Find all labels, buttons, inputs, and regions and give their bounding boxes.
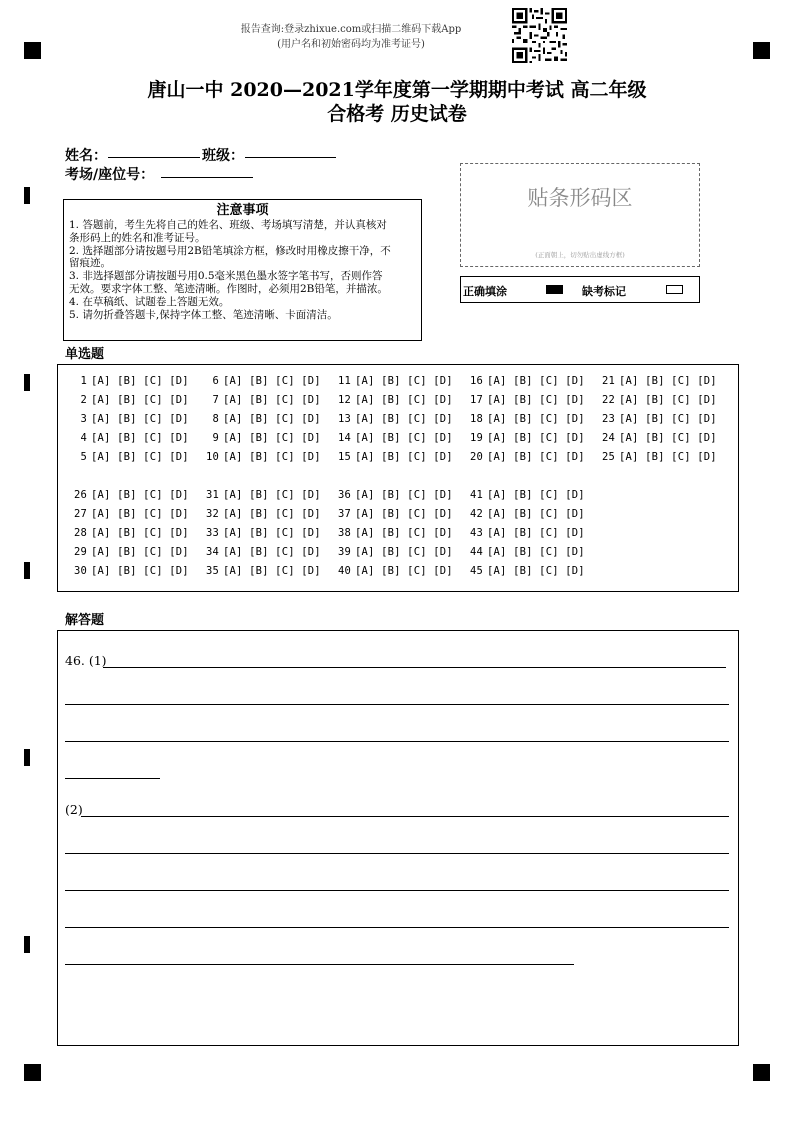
- question-number: 11: [337, 375, 351, 387]
- timing-mark: [24, 936, 30, 953]
- choice-question: [332, 375, 453, 387]
- choice-question: [200, 451, 321, 463]
- answer-line[interactable]: [81, 816, 729, 817]
- answer-options[interactable]: [A] [B] [C] [D]: [91, 432, 189, 444]
- question-number: 40: [337, 565, 351, 577]
- choice-question: [332, 432, 453, 444]
- answer-line[interactable]: [103, 667, 726, 668]
- name-label: 姓名：: [65, 148, 107, 164]
- choice-question: [596, 451, 717, 463]
- question-number: 2: [80, 394, 87, 406]
- question-number: 5: [80, 451, 87, 463]
- answer-options[interactable]: [A] [B] [C] [D]: [487, 413, 585, 425]
- answer-options[interactable]: [A] [B] [C] [D]: [91, 527, 189, 539]
- answer-line[interactable]: [65, 927, 729, 928]
- question-number: 18: [469, 413, 483, 425]
- question-number: 28: [73, 527, 87, 539]
- answer-options[interactable]: [A] [B] [C] [D]: [355, 508, 453, 520]
- answer-options[interactable]: [A] [B] [C] [D]: [487, 508, 585, 520]
- answer-options[interactable]: [A] [B] [C] [D]: [355, 451, 453, 463]
- question-number: 29: [73, 546, 87, 558]
- question-number: 21: [601, 375, 615, 387]
- timing-mark: [24, 749, 30, 766]
- choice-question: [332, 489, 453, 501]
- question-number: 36: [337, 489, 351, 501]
- barcode-area-hint: (正面朝上，切勿贴出虚线方框): [535, 251, 625, 259]
- answer-options[interactable]: [A] [B] [C] [D]: [619, 432, 717, 444]
- answer-options[interactable]: [A] [B] [C] [D]: [619, 394, 717, 406]
- answer-line[interactable]: [65, 741, 729, 742]
- choice-question: [68, 565, 189, 577]
- question-number: 12: [337, 394, 351, 406]
- choice-question: [464, 394, 585, 406]
- choice-question: [464, 451, 585, 463]
- choice-question: [464, 527, 585, 539]
- question-number: 27: [73, 508, 87, 520]
- answer-options[interactable]: [A] [B] [C] [D]: [91, 375, 189, 387]
- question-number: 4: [80, 432, 87, 444]
- question-number: 39: [337, 546, 351, 558]
- question-number: 30: [73, 565, 87, 577]
- notice-box: [63, 199, 422, 341]
- name-field[interactable]: [108, 157, 200, 158]
- timing-mark: [24, 374, 30, 391]
- seat-field[interactable]: [161, 177, 253, 178]
- answer-options[interactable]: [A] [B] [C] [D]: [487, 489, 585, 501]
- choice-question: [68, 413, 189, 425]
- question-number: 6: [212, 375, 219, 387]
- answer-options[interactable]: [A] [B] [C] [D]: [355, 546, 453, 558]
- question-number: 1: [80, 375, 87, 387]
- question-number: 16: [469, 375, 483, 387]
- answer-options[interactable]: [A] [B] [C] [D]: [91, 565, 189, 577]
- question-number: 33: [205, 527, 219, 539]
- choice-question: [200, 375, 321, 387]
- notice-line: 4. 在草稿纸、试题卷上答题无效。: [69, 295, 230, 308]
- question-number: 43: [469, 527, 483, 539]
- answer-line[interactable]: [65, 964, 574, 965]
- question-number: 34: [205, 546, 219, 558]
- answer-options[interactable]: [A] [B] [C] [D]: [223, 508, 321, 520]
- choice-question: [68, 432, 189, 444]
- single-choice-box: [57, 364, 739, 592]
- timing-mark: [24, 187, 30, 204]
- choice-question: [68, 508, 189, 520]
- answer-line[interactable]: [65, 853, 729, 854]
- report-query-line1: 报告查询:登录zhixue.com或扫描二维码下载App: [240, 24, 462, 35]
- notice-line: 5. 请勿折叠答题卡,保持字体工整、笔迹清晰、卡面清洁。: [69, 308, 338, 321]
- question-number: 35: [205, 565, 219, 577]
- question-number: 38: [337, 527, 351, 539]
- choice-question: [596, 394, 717, 406]
- choice-question: [332, 451, 453, 463]
- barcode-area: [460, 163, 700, 267]
- answer-options[interactable]: [A] [B] [C] [D]: [487, 451, 585, 463]
- q46-part1-label: 46. (1): [65, 653, 107, 668]
- question-number: 37: [337, 508, 351, 520]
- answer-options[interactable]: [A] [B] [C] [D]: [619, 375, 717, 387]
- notice-line: 无效。要求字体工整、笔迹清晰。作图时，必须用2B铅笔，并描浓。: [69, 282, 388, 295]
- question-number: 9: [212, 432, 219, 444]
- choice-question: [332, 527, 453, 539]
- answer-options[interactable]: [A] [B] [C] [D]: [355, 489, 453, 501]
- notice-line: 1. 答题前，考生先将自己的姓名、班级、考场填写清楚，并认真核对: [69, 219, 387, 231]
- correct-fill-sample-icon: [546, 285, 563, 294]
- choice-question: [68, 489, 189, 501]
- answer-line[interactable]: [65, 890, 729, 891]
- notice-line: 条形码上的姓名和准考证号。: [69, 231, 206, 244]
- notice-title: 注意事项: [216, 203, 269, 218]
- question-number: 17: [469, 394, 483, 406]
- choice-question: [464, 565, 585, 577]
- answer-options[interactable]: [A] [B] [C] [D]: [487, 527, 585, 539]
- exam-title-line1: 唐山一中 2020—2021学年度第一学期期中考试 高二年级: [147, 79, 647, 101]
- question-number: 22: [601, 394, 615, 406]
- answer-options[interactable]: [A] [B] [C] [D]: [355, 527, 453, 539]
- choice-question: [332, 565, 453, 577]
- answer-options[interactable]: [A] [B] [C] [D]: [91, 546, 189, 558]
- choice-question: [464, 432, 585, 444]
- question-number: 44: [469, 546, 483, 558]
- timing-mark: [24, 562, 30, 579]
- answer-options[interactable]: [A] [B] [C] [D]: [487, 375, 585, 387]
- question-number: 25: [601, 451, 615, 463]
- question-number: 10: [205, 451, 219, 463]
- exam-title-line2: 合格考 历史试卷: [327, 103, 467, 125]
- choice-question: [464, 546, 585, 558]
- registration-mark-top-left: [24, 42, 41, 59]
- question-number: 32: [205, 508, 219, 520]
- choice-question: [200, 508, 321, 520]
- answer-options[interactable]: [A] [B] [C] [D]: [619, 413, 717, 425]
- answer-options[interactable]: [A] [B] [C] [D]: [91, 394, 189, 406]
- choice-question: [464, 489, 585, 501]
- choice-question: [332, 546, 453, 558]
- question-number: 13: [337, 413, 351, 425]
- answer-options[interactable]: [A] [B] [C] [D]: [223, 527, 321, 539]
- answer-options[interactable]: [A] [B] [C] [D]: [355, 413, 453, 425]
- report-query-line2: (用户名和初始密码均为准考证号): [277, 39, 425, 50]
- choice-question: [68, 375, 189, 387]
- choice-question: [200, 432, 321, 444]
- question-number: 3: [80, 413, 87, 425]
- barcode-area-title: 贴条形码区: [527, 186, 633, 210]
- choice-question: [596, 413, 717, 425]
- answer-options[interactable]: [A] [B] [C] [D]: [355, 375, 453, 387]
- class-label: 班级：: [202, 148, 244, 164]
- answer-options[interactable]: [A] [B] [C] [D]: [223, 432, 321, 444]
- question-number: 8: [212, 413, 219, 425]
- answer-options[interactable]: [A] [B] [C] [D]: [91, 451, 189, 463]
- report-query-note: [220, 22, 482, 52]
- choice-question: [596, 375, 717, 387]
- question-number: 41: [469, 489, 483, 501]
- registration-mark-bottom-left: [24, 1064, 41, 1081]
- absent-mark-label: 缺考标记: [582, 285, 626, 298]
- question-number: 23: [601, 413, 615, 425]
- question-number: 45: [469, 565, 483, 577]
- answer-options[interactable]: [A] [B] [C] [D]: [355, 394, 453, 406]
- notice-line: 3. 非选择题部分请按题号用0.5毫米黑色墨水签字笔书写，否则作答: [69, 270, 383, 283]
- answer-section-title: 解答题: [65, 613, 105, 628]
- choice-question: [200, 413, 321, 425]
- answer-options[interactable]: [A] [B] [C] [D]: [91, 489, 189, 501]
- question-number: 7: [212, 394, 219, 406]
- choice-question: [68, 451, 189, 463]
- question-number: 42: [469, 508, 483, 520]
- choice-question: [332, 508, 453, 520]
- choice-question: [200, 527, 321, 539]
- notice-line: 留痕迹。: [69, 257, 111, 270]
- q46-part2-label: (2): [65, 802, 83, 817]
- answer-options[interactable]: [A] [B] [C] [D]: [355, 432, 453, 444]
- question-number: 19: [469, 432, 483, 444]
- choice-question: [464, 375, 585, 387]
- answer-options[interactable]: [A] [B] [C] [D]: [487, 546, 585, 558]
- choice-question: [332, 394, 453, 406]
- answer-options[interactable]: [A] [B] [C] [D]: [619, 451, 717, 463]
- seat-label: 考场/座位号：: [65, 167, 155, 183]
- choice-question: [464, 413, 585, 425]
- question-number: 26: [73, 489, 87, 501]
- correct-fill-label: 正确填涂: [463, 285, 507, 298]
- answer-options[interactable]: [A] [B] [C] [D]: [91, 413, 189, 425]
- answer-options[interactable]: [A] [B] [C] [D]: [223, 489, 321, 501]
- choice-question: [200, 565, 321, 577]
- answer-options[interactable]: [A] [B] [C] [D]: [487, 394, 585, 406]
- question-number: 14: [337, 432, 351, 444]
- answer-options[interactable]: [A] [B] [C] [D]: [223, 546, 321, 558]
- absent-mark-checkbox[interactable]: [666, 285, 683, 294]
- answer-options[interactable]: [A] [B] [C] [D]: [223, 413, 321, 425]
- qr-code-icon[interactable]: [512, 8, 567, 63]
- question-number: 20: [469, 451, 483, 463]
- answer-options[interactable]: [A] [B] [C] [D]: [355, 565, 453, 577]
- choice-question: [200, 546, 321, 558]
- answer-options[interactable]: [A] [B] [C] [D]: [223, 375, 321, 387]
- choice-question: [68, 546, 189, 558]
- question-number: 15: [337, 451, 351, 463]
- notice-line: 2. 选择题部分请按题号用2B铅笔填涂方框，修改时用橡皮擦干净，不: [69, 244, 391, 257]
- single-choice-title: 单选题: [65, 347, 105, 362]
- question-number: 24: [601, 432, 615, 444]
- answer-line[interactable]: [65, 778, 160, 779]
- choice-question: [200, 489, 321, 501]
- choice-question: [68, 394, 189, 406]
- answer-options[interactable]: [A] [B] [C] [D]: [223, 451, 321, 463]
- answer-options[interactable]: [A] [B] [C] [D]: [91, 508, 189, 520]
- answer-line[interactable]: [65, 704, 729, 705]
- choice-question: [464, 508, 585, 520]
- answer-options[interactable]: [A] [B] [C] [D]: [223, 565, 321, 577]
- choice-question: [68, 527, 189, 539]
- registration-mark-top-right: [753, 42, 770, 59]
- answer-options[interactable]: [A] [B] [C] [D]: [487, 565, 585, 577]
- registration-mark-bottom-right: [753, 1064, 770, 1081]
- choice-question: [332, 413, 453, 425]
- choice-question: [200, 394, 321, 406]
- class-field[interactable]: [245, 157, 336, 158]
- answer-box: [57, 630, 739, 1046]
- answer-options[interactable]: [A] [B] [C] [D]: [487, 432, 585, 444]
- choice-question: [596, 432, 717, 444]
- fill-example-box: [460, 276, 700, 303]
- question-number: 31: [205, 489, 219, 501]
- answer-options[interactable]: [A] [B] [C] [D]: [223, 394, 321, 406]
